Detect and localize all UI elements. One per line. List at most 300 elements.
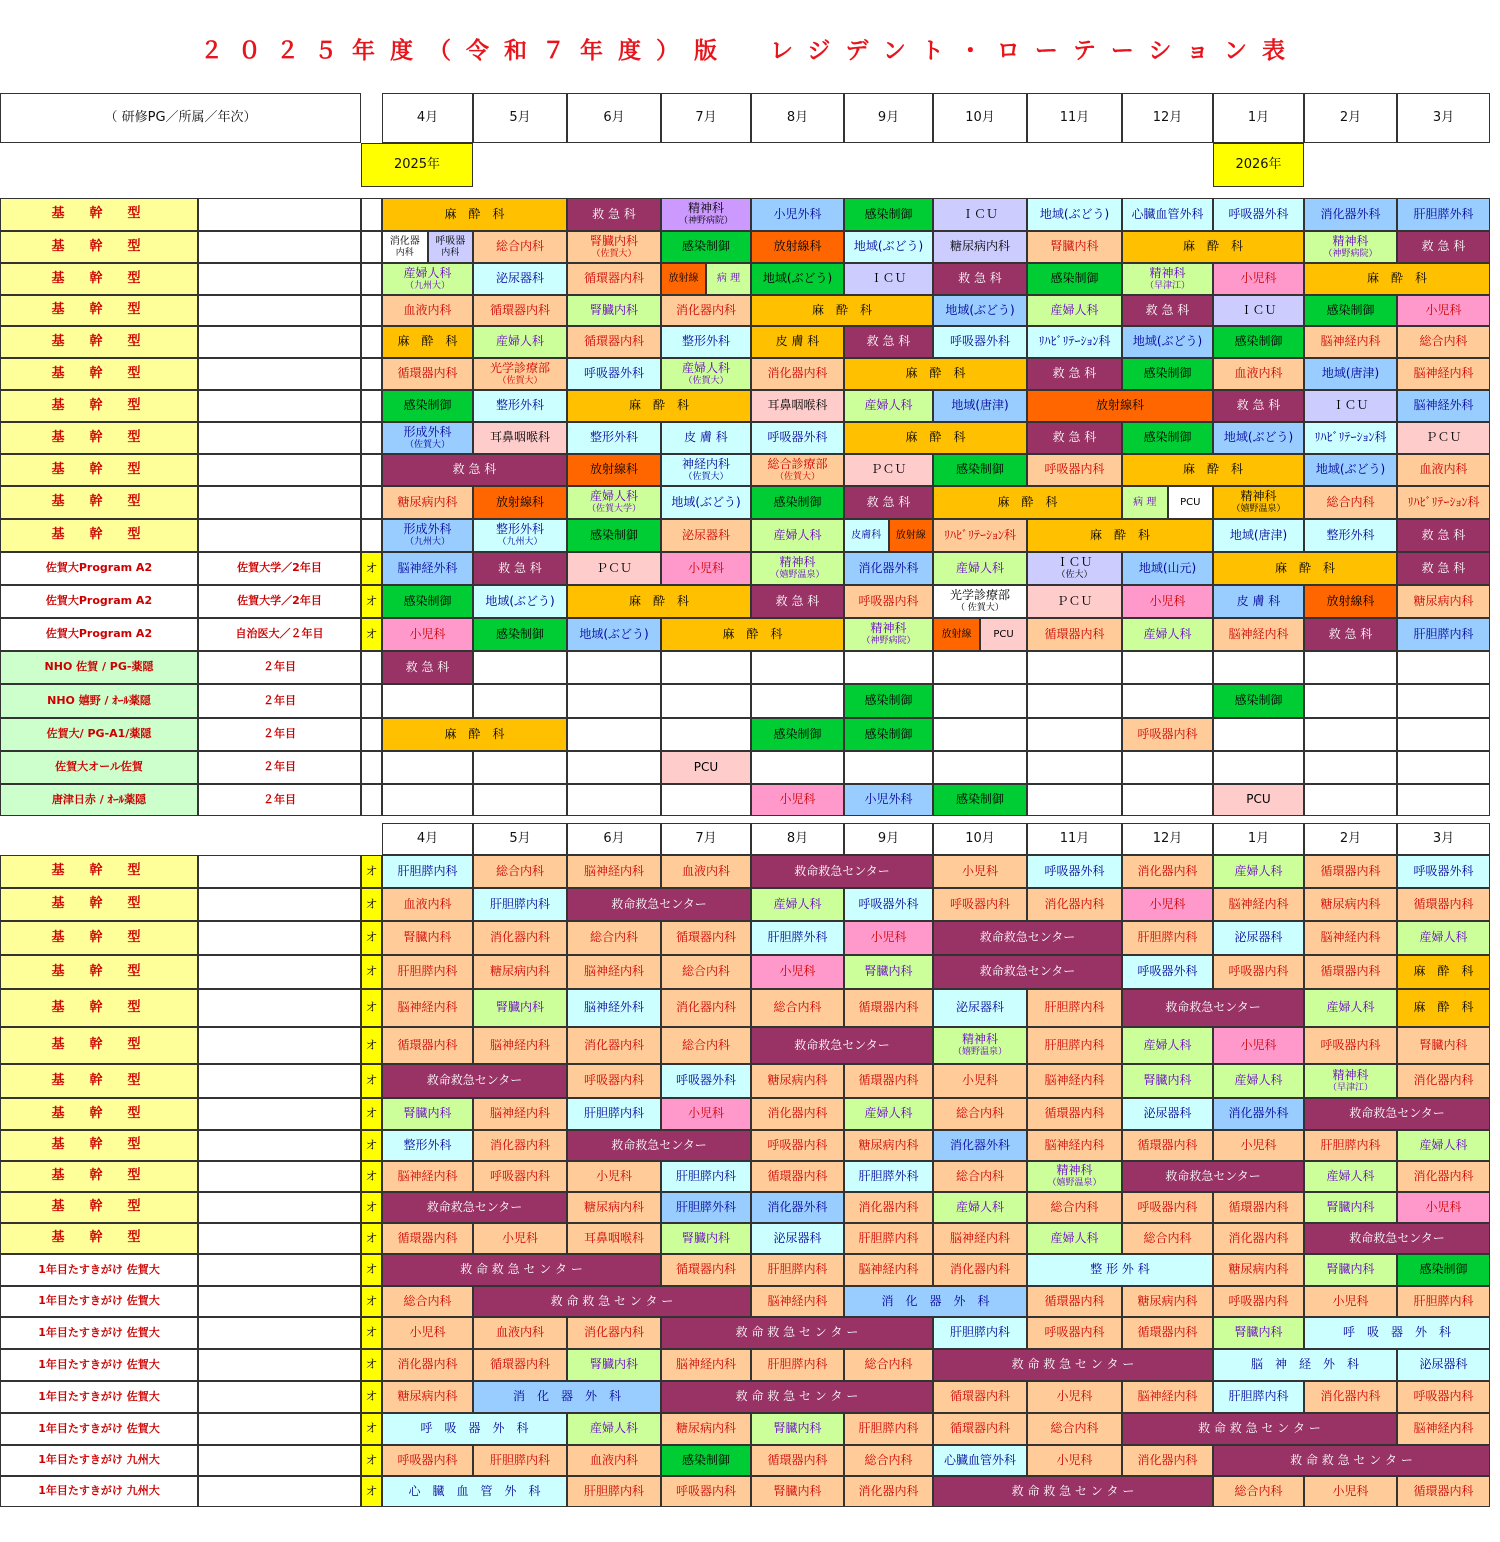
rows2-label-12-text: 1年目たすきがけ 佐賀大 xyxy=(38,1262,160,1276)
rows-18-assignment-0 xyxy=(751,784,844,816)
rows-12-assignment-0-text: 感染制御 xyxy=(403,593,452,608)
month-header2-8-text: 11月 xyxy=(1059,830,1090,846)
rows-7-assignment-0-subtext: （佐賀大） xyxy=(404,439,450,450)
rows-15-assignment-0-text: 感染制御 xyxy=(864,693,913,708)
rows2-13-assignment-7 xyxy=(1304,1286,1397,1317)
empty-cell xyxy=(567,651,661,684)
rows-2-assignment-8 xyxy=(1027,263,1122,295)
rows-11-assignment-1 xyxy=(473,552,567,585)
rows2-o-8 xyxy=(361,1130,382,1161)
rows-11-assignment-6-text: 産婦人科 xyxy=(955,560,1004,575)
rows2-16-assignment-7 xyxy=(1304,1381,1397,1413)
rows2-5-assignment-1 xyxy=(473,1027,567,1064)
month-header2-12-text: 3月 xyxy=(1432,830,1455,846)
rows-o-11 xyxy=(361,552,382,585)
empty-cell xyxy=(1122,784,1213,816)
rows-11-assignment-6 xyxy=(933,552,1027,585)
rows2-11-assignment-0-text: 循環器内科 xyxy=(397,1230,458,1245)
rows-9-assignment-11 xyxy=(1397,486,1490,519)
rows2-6-assignment-6 xyxy=(1027,1064,1122,1098)
empty-cell xyxy=(382,751,473,784)
rows-7-assignment-6-text: 救 急 科 xyxy=(1052,430,1097,445)
rows-3-assignment-9 xyxy=(1304,295,1397,326)
rows2-13-assignment-4 xyxy=(1027,1286,1122,1317)
rows-11-assignment-3-text: 小児科 xyxy=(687,560,724,575)
rows-13-assignment-2 xyxy=(567,618,661,651)
rows-8-assignment-9 xyxy=(1397,454,1490,486)
rows-0-assignment-2 xyxy=(661,198,751,231)
rows-8-assignment-0-text: 救 急 科 xyxy=(452,462,497,477)
rows2-6-assignment-2-text: 呼吸器外科 xyxy=(675,1073,736,1088)
rows2-4-assignment-0-text: 脳神経内科 xyxy=(397,1000,458,1015)
rows-2-assignment-0-text: 産婦人科 xyxy=(403,265,452,280)
rows-label-7-text: 基 幹 型 xyxy=(51,429,147,445)
rows2-2-assignment-3-text: 循環器内科 xyxy=(675,930,736,945)
rows2-12-assignment-0-text: 救 命 救 急 セ ン タ ー xyxy=(460,1262,583,1277)
rows2-16-assignment-8-text: 呼吸器内科 xyxy=(1413,1389,1474,1404)
rows-11-assignment-2 xyxy=(567,552,661,585)
rows2-org-7 xyxy=(198,1098,361,1130)
rows-6-assignment-1-text: 整形外科 xyxy=(495,398,544,413)
rows2-label-16-text: 1年目たすきがけ 佐賀大 xyxy=(38,1389,160,1403)
month-header-4-text: 7月 xyxy=(695,109,717,125)
rows-org-14 xyxy=(198,651,361,684)
month-header-7-text: 10月 xyxy=(965,109,995,125)
rows-11-assignment-0-text: 脳神経外科 xyxy=(397,560,458,575)
empty-cell xyxy=(473,651,567,684)
rows-12-assignment-3 xyxy=(751,585,844,618)
empty-cell xyxy=(751,684,844,718)
rows-2-assignment-10-text: 小児科 xyxy=(1240,271,1277,286)
empty-cell xyxy=(844,751,933,784)
rows2-0-assignment-7-text: 消化器内科 xyxy=(1137,863,1198,878)
rows-1-assignment-1 xyxy=(428,231,474,263)
rows2-3-assignment-8 xyxy=(1213,955,1304,989)
rows2-5-assignment-8-text: 小児科 xyxy=(1240,1037,1277,1052)
rows2-1-assignment-4 xyxy=(844,888,933,921)
empty-cell xyxy=(933,751,1027,784)
rows2-8-assignment-6-text: 脳神経内科 xyxy=(1044,1137,1105,1152)
rows-6-assignment-5-text: 地域(唐津) xyxy=(951,398,1009,413)
rows2-9-assignment-4 xyxy=(751,1161,844,1192)
rows2-4-assignment-2-text: 脳神経外科 xyxy=(583,1000,644,1015)
rows2-15-assignment-4 xyxy=(751,1349,844,1381)
rows2-8-assignment-1-text: 消化器内科 xyxy=(489,1137,550,1152)
month-header2-11-text: 2月 xyxy=(1339,830,1362,846)
rows2-label-5 xyxy=(0,1027,198,1064)
rows2-17-assignment-2 xyxy=(661,1413,751,1445)
rows2-7-assignment-0 xyxy=(382,1098,473,1130)
rows2-2-assignment-5-text: 小児科 xyxy=(870,930,907,945)
rows-label-16 xyxy=(0,718,198,751)
rows-10-assignment-0-text: 形成外科 xyxy=(403,522,452,537)
rows-10-assignment-7-text: ﾘﾊﾋﾞﾘﾃｰｼｮﾝ科 xyxy=(943,527,1016,542)
rows2-17-assignment-1-text: 産婦人科 xyxy=(589,1421,638,1436)
rows-label-9-text: 基 幹 型 xyxy=(51,494,147,510)
month-header-5 xyxy=(751,93,844,143)
rows2-14-assignment-4 xyxy=(933,1317,1027,1349)
rows2-8-assignment-3 xyxy=(751,1130,844,1161)
rows-10-assignment-9-text: 地域(唐津) xyxy=(1229,527,1288,542)
rows2-9-assignment-5-text: 肝胆膵外科 xyxy=(858,1168,919,1183)
rows-2-assignment-8-text: 感染制御 xyxy=(1050,271,1099,286)
rows2-4-assignment-4-text: 総合内科 xyxy=(773,1000,822,1015)
rows2-11-assignment-7-text: 産婦人科 xyxy=(1050,1230,1099,1245)
rows-16-assignment-1-text: 感染制御 xyxy=(773,726,822,741)
rows-4-assignment-9-text: 感染制御 xyxy=(1234,334,1283,349)
rows2-3-assignment-3 xyxy=(661,955,751,989)
rows-8-assignment-8-text: 地域(ぶどう) xyxy=(1315,462,1386,477)
rows-1-assignment-8-text: 腎臓内科 xyxy=(1050,239,1099,254)
rows-7-assignment-8 xyxy=(1213,422,1304,454)
rows2-label-2 xyxy=(0,921,198,955)
rows-9-assignment-7 xyxy=(1122,486,1168,519)
rows-13-assignment-4 xyxy=(844,618,933,651)
rows-6-assignment-4 xyxy=(844,390,933,422)
rows2-10-assignment-4-text: 消化器内科 xyxy=(858,1199,919,1214)
rows-org-15-text: ２年目 xyxy=(263,693,296,707)
rows2-8-assignment-2 xyxy=(567,1130,751,1161)
rows-13-assignment-3 xyxy=(661,618,844,651)
rows2-15-assignment-5-text: 総合内科 xyxy=(864,1357,913,1372)
rows-7-assignment-4 xyxy=(751,422,844,454)
rows2-1-assignment-3 xyxy=(751,888,844,921)
rows-12-assignment-3-text: 救 急 科 xyxy=(775,593,820,608)
rows-2-assignment-2 xyxy=(567,263,661,295)
rows-12-assignment-6-text: ＰＣＵ xyxy=(1056,593,1093,608)
rows2-2-assignment-10-text: 産婦人科 xyxy=(1419,930,1468,945)
rows-16-assignment-2-text: 感染制御 xyxy=(864,726,913,741)
rows2-7-assignment-8-text: 泌尿器科 xyxy=(1143,1106,1192,1121)
rows-10-assignment-2-text: 感染制御 xyxy=(589,527,638,542)
rows-1-assignment-5-text: 放射線科 xyxy=(773,239,822,254)
rows-1-assignment-0-text: 消化器 xyxy=(389,236,420,248)
rows2-5-assignment-7-text: 産婦人科 xyxy=(1143,1037,1192,1052)
rows2-8-assignment-10-text: 産婦人科 xyxy=(1419,1137,1468,1152)
rows2-18-assignment-8-text: 消化器内科 xyxy=(1137,1452,1198,1467)
rows2-6-assignment-7-text: 腎臓内科 xyxy=(1143,1073,1192,1088)
rows2-18-assignment-6-text: 心臓血管外科 xyxy=(943,1452,1016,1467)
rows-5-assignment-3-text: 産婦人科 xyxy=(681,360,730,375)
rows2-15-assignment-0 xyxy=(382,1349,473,1381)
rows-10-assignment-1-text: 整形外科 xyxy=(495,522,544,537)
empty-cell xyxy=(1027,784,1122,816)
month-header2-6-text: 9月 xyxy=(877,830,900,846)
rows2-8-assignment-6 xyxy=(1027,1130,1122,1161)
rows-4-assignment-5-text: 救 急 科 xyxy=(866,334,911,349)
rows-1-assignment-5 xyxy=(751,231,844,263)
rows2-11-assignment-3-text: 腎臓内科 xyxy=(681,1230,730,1245)
rows-6-assignment-8 xyxy=(1304,390,1397,422)
rows-o-4 xyxy=(361,326,382,358)
rows2-8-assignment-1 xyxy=(473,1130,567,1161)
rows-8-assignment-3-text: 総合診療部 xyxy=(767,456,828,471)
rows-12-assignment-5-subtext: （ 佐賀大） xyxy=(956,603,1004,614)
rows2-9-assignment-6 xyxy=(933,1161,1027,1192)
empty-cell xyxy=(1213,751,1304,784)
rows-15-assignment-0 xyxy=(844,684,933,718)
month-header2-5 xyxy=(751,823,844,855)
rows2-label-4-text: 基 幹 型 xyxy=(51,999,147,1015)
rows-2-assignment-5-text: 地域(ぶどう) xyxy=(762,271,833,286)
rows2-3-assignment-0-text: 肝胆膵内科 xyxy=(397,964,458,979)
rows2-label-6-text: 基 幹 型 xyxy=(51,1072,147,1088)
rows2-10-assignment-3 xyxy=(751,1192,844,1223)
month-header-8-text: 11月 xyxy=(1059,109,1090,125)
rows2-13-assignment-4-text: 循環器内科 xyxy=(1044,1293,1105,1308)
rows2-10-assignment-2-text: 肝胆膵外科 xyxy=(675,1199,736,1214)
rows2-19-assignment-5-text: 救 命 救 急 セ ン タ ー xyxy=(1011,1483,1135,1498)
rows2-12-assignment-4-text: 消化器内科 xyxy=(949,1262,1010,1277)
rows2-o-16 xyxy=(361,1381,382,1413)
rows-11-assignment-8 xyxy=(1122,552,1213,585)
rows2-o-16-text: オ xyxy=(365,1389,378,1404)
rows2-4-assignment-9-text: 産婦人科 xyxy=(1326,1000,1375,1015)
rows2-13-assignment-6 xyxy=(1213,1286,1304,1317)
rows-0-assignment-0-text: 麻 酔 科 xyxy=(444,206,505,221)
rows2-o-7-text: オ xyxy=(365,1106,378,1121)
rows-11-assignment-1-text: 救 急 科 xyxy=(498,560,542,575)
rows-1-assignment-4-text: 感染制御 xyxy=(681,239,730,254)
rows-3-assignment-8-text: ＩＣＵ xyxy=(1240,302,1277,317)
rows2-7-assignment-6 xyxy=(933,1098,1027,1130)
rows2-2-assignment-3 xyxy=(661,921,751,955)
rows2-8-assignment-8 xyxy=(1213,1130,1304,1161)
empty-cell xyxy=(1397,751,1490,784)
rows-0-assignment-10-text: 肝胆膵外科 xyxy=(1413,206,1474,221)
rows2-o-17 xyxy=(361,1413,382,1445)
rows-11-assignment-3 xyxy=(661,552,751,585)
rows-2-assignment-0 xyxy=(382,263,473,295)
rows2-o-6 xyxy=(361,1064,382,1098)
rows2-6-assignment-4 xyxy=(844,1064,933,1098)
rows2-11-assignment-7 xyxy=(1027,1223,1122,1254)
rows2-13-assignment-0-text: 総合内科 xyxy=(403,1293,452,1308)
empty-cell xyxy=(751,651,844,684)
rows-label-13 xyxy=(0,618,198,651)
rows2-label-8-text: 基 幹 型 xyxy=(51,1137,147,1153)
rows-12-assignment-1 xyxy=(473,585,567,618)
rows2-16-assignment-1 xyxy=(473,1381,661,1413)
rows2-10-assignment-0 xyxy=(382,1192,567,1223)
month-header2-9-text: 12月 xyxy=(1152,830,1183,846)
rows-13-assignment-4-text: 精神科 xyxy=(870,621,907,636)
rows2-9-assignment-7 xyxy=(1027,1161,1122,1192)
rows2-10-assignment-8 xyxy=(1213,1192,1304,1223)
rows-6-assignment-5 xyxy=(933,390,1027,422)
empty-cell xyxy=(661,651,751,684)
rows2-16-assignment-3 xyxy=(933,1381,1027,1413)
rows-13-assignment-8 xyxy=(1122,618,1213,651)
rows-9-assignment-9-text: 精神科 xyxy=(1240,489,1277,504)
rows2-o-11-text: オ xyxy=(365,1230,378,1245)
rows-2-assignment-6-text: ＩＣＵ xyxy=(870,271,907,286)
rows2-2-assignment-8-text: 泌尿器科 xyxy=(1234,930,1283,945)
rows-12-assignment-5-text: 光学診療部 xyxy=(949,588,1010,603)
rows-4-assignment-8-text: 地域(ぶどう) xyxy=(1132,334,1203,349)
rows2-11-assignment-3 xyxy=(661,1223,751,1254)
rows2-o-3 xyxy=(361,955,382,989)
rows-3-assignment-4-text: 麻 酔 科 xyxy=(811,302,872,317)
rows-o-18 xyxy=(361,784,382,816)
rows-8-assignment-3-subtext: （佐賀大） xyxy=(774,471,820,482)
rows-1-assignment-0-subtext: 内科 xyxy=(395,247,414,258)
rows2-9-assignment-7-text: 精神科 xyxy=(1056,1163,1093,1178)
rows2-9-assignment-8-text: 救命救急センター xyxy=(1165,1168,1261,1183)
rows2-17-assignment-3 xyxy=(751,1413,844,1445)
rows-13-assignment-1-text: 感染制御 xyxy=(495,626,544,641)
rows2-14-assignment-0 xyxy=(382,1317,473,1349)
empty-cell xyxy=(933,651,1027,684)
rows-label-16-text: 佐賀大/ PG-A1/薬隠 xyxy=(46,727,152,741)
year-end-badge-text: 2026年 xyxy=(1235,156,1282,172)
rows-0-assignment-5-text: ＩＣＵ xyxy=(961,206,998,221)
rows2-4-assignment-1-text: 腎臓内科 xyxy=(495,1000,544,1015)
rows-o-7 xyxy=(361,422,382,454)
rows-0-assignment-8-text: 呼吸器外科 xyxy=(1228,206,1289,221)
rows2-label-14-text: 1年目たすきがけ 佐賀大 xyxy=(38,1325,160,1339)
rows2-1-assignment-1-text: 肝胆膵内科 xyxy=(489,896,550,911)
rows2-14-assignment-2 xyxy=(567,1317,661,1349)
rows-org-2 xyxy=(198,263,361,295)
rows2-1-assignment-0-text: 血液内科 xyxy=(403,896,452,911)
rows-9-assignment-11-text: ﾘﾊﾋﾞﾘﾃｰｼｮﾝ科 xyxy=(1407,494,1480,509)
rows2-19-assignment-0-text: 心 臓 血 管 外 科 xyxy=(408,1483,541,1498)
rows2-14-assignment-6-text: 循環器内科 xyxy=(1137,1325,1198,1340)
rows-11-assignment-9-text: 麻 酔 科 xyxy=(1274,560,1335,575)
rows-8-assignment-0 xyxy=(382,454,567,486)
rows2-12-assignment-1 xyxy=(661,1254,751,1286)
rows-label-6-text: 基 幹 型 xyxy=(51,397,147,413)
rows2-0-assignment-1-text: 総合内科 xyxy=(495,863,544,878)
rows2-8-assignment-9-text: 肝胆膵内科 xyxy=(1320,1137,1381,1152)
rows2-2-assignment-6 xyxy=(933,921,1122,955)
rows2-18-assignment-0 xyxy=(382,1445,473,1476)
rows-12-assignment-7 xyxy=(1122,585,1213,618)
rows-3-assignment-2 xyxy=(567,295,661,326)
rows-8-assignment-3 xyxy=(751,454,844,486)
rows-7-assignment-7-text: 感染制御 xyxy=(1143,430,1192,445)
rows2-o-14-text: オ xyxy=(365,1325,378,1340)
rows-12-assignment-5 xyxy=(933,585,1027,618)
rows-7-assignment-2-text: 整形外科 xyxy=(589,430,638,445)
rows2-o-18 xyxy=(361,1445,382,1476)
rows2-7-assignment-7-text: 循環器内科 xyxy=(1044,1106,1105,1121)
rows2-12-assignment-5-text: 整 形 外 科 xyxy=(1090,1262,1150,1277)
rows2-14-assignment-1 xyxy=(473,1317,567,1349)
rows-1-assignment-9 xyxy=(1122,231,1304,263)
rows2-11-assignment-6-text: 脳神経内科 xyxy=(949,1230,1010,1245)
rows2-3-assignment-4-text: 小児科 xyxy=(779,964,816,979)
rows-9-assignment-1-text: 放射線科 xyxy=(495,494,544,509)
rows2-10-assignment-8-text: 循環器内科 xyxy=(1228,1199,1289,1214)
rows-11-assignment-10-text: 救 急 科 xyxy=(1421,560,1466,575)
rows-10-assignment-10 xyxy=(1304,519,1397,552)
rows2-12-assignment-6-text: 糖尿病内科 xyxy=(1228,1262,1289,1277)
month-header-10 xyxy=(1213,93,1304,143)
rows-org-7 xyxy=(198,422,361,454)
header-caption xyxy=(0,93,361,143)
rows2-10-assignment-10-text: 小児科 xyxy=(1425,1199,1462,1214)
rows-5-assignment-5-text: 麻 酔 科 xyxy=(905,366,966,381)
rows-14-assignment-0-text: 救 急 科 xyxy=(405,659,450,674)
rows2-4-assignment-3 xyxy=(661,989,751,1027)
rows2-9-assignment-2-text: 小児科 xyxy=(595,1168,632,1183)
rows2-o-17-text: オ xyxy=(365,1421,378,1436)
rows2-15-assignment-0-text: 消化器内科 xyxy=(397,1357,458,1372)
rows-org-10 xyxy=(198,519,361,552)
rows-8-assignment-1 xyxy=(567,454,661,486)
rows-9-assignment-6-text: 麻 酔 科 xyxy=(997,494,1058,509)
rows2-19-assignment-4-text: 消化器内科 xyxy=(858,1483,919,1498)
rows-label-5-text: 基 幹 型 xyxy=(51,365,147,381)
rows2-17-assignment-7-text: 救 命 救 急 セ ン タ ー xyxy=(1198,1421,1321,1436)
rows2-label-18 xyxy=(0,1445,198,1476)
rows-3-assignment-5-text: 地域(ぶどう) xyxy=(945,302,1015,317)
month-header-2 xyxy=(473,93,567,143)
month-header2-6 xyxy=(844,823,933,855)
rows-5-assignment-1 xyxy=(473,358,567,390)
rows-18-assignment-1-text: 小児外科 xyxy=(864,792,913,807)
rows-7-assignment-1 xyxy=(473,422,567,454)
rows-1-assignment-3-subtext: （佐賀大） xyxy=(591,248,637,259)
rows-label-18 xyxy=(0,784,198,816)
rows2-10-assignment-3-text: 消化器外科 xyxy=(767,1199,828,1214)
rows-7-assignment-4-text: 呼吸器外科 xyxy=(767,430,828,445)
rows-label-18-text: 唐津日赤 / ｵｰﾙ薬隠 xyxy=(51,792,147,806)
rows2-o-5 xyxy=(361,1027,382,1064)
rows2-11-assignment-9-text: 消化器内科 xyxy=(1228,1230,1289,1245)
rows2-9-assignment-0 xyxy=(382,1161,473,1192)
rows-13-assignment-0 xyxy=(382,618,473,651)
rows2-10-assignment-10 xyxy=(1397,1192,1490,1223)
rows-org-3 xyxy=(198,295,361,326)
rows-6-assignment-6 xyxy=(1027,390,1213,422)
rows2-10-assignment-7 xyxy=(1122,1192,1213,1223)
rows2-8-assignment-2-text: 救命救急センター xyxy=(611,1137,707,1152)
rows2-o-15 xyxy=(361,1349,382,1381)
rows2-9-assignment-4-text: 循環器内科 xyxy=(767,1168,828,1183)
rows2-14-assignment-3 xyxy=(661,1317,933,1349)
rows2-0-assignment-1 xyxy=(473,855,567,888)
rows-4-assignment-10-text: 脳神経内科 xyxy=(1320,334,1381,349)
rows2-12-assignment-3-text: 脳神経内科 xyxy=(858,1262,919,1277)
rows2-1-assignment-0 xyxy=(382,888,473,921)
rows2-7-assignment-9-text: 消化器外科 xyxy=(1228,1106,1289,1121)
rows-3-assignment-1-text: 循環器内科 xyxy=(489,302,550,317)
rows2-14-assignment-2-text: 消化器内科 xyxy=(583,1325,644,1340)
rows2-18-assignment-1-text: 肝胆膵内科 xyxy=(489,1452,550,1467)
rows-6-assignment-3 xyxy=(751,390,844,422)
rows-3-assignment-6-text: 産婦人科 xyxy=(1050,302,1099,317)
rows2-11-assignment-9 xyxy=(1213,1223,1304,1254)
rows2-14-assignment-7-text: 腎臓内科 xyxy=(1234,1325,1283,1340)
month-header-8 xyxy=(1027,93,1122,143)
rows2-18-assignment-4 xyxy=(751,1445,844,1476)
rows-5-assignment-0 xyxy=(382,358,473,390)
rows2-13-assignment-3 xyxy=(844,1286,1027,1317)
rows2-label-13 xyxy=(0,1286,198,1317)
rows2-o-15-text: オ xyxy=(365,1357,378,1372)
rows2-0-assignment-0 xyxy=(382,855,473,888)
rows-2-assignment-4 xyxy=(706,263,751,295)
rows-9-assignment-9 xyxy=(1213,486,1304,519)
rows-0-assignment-3 xyxy=(751,198,844,231)
rows-4-assignment-3-text: 整形外科 xyxy=(681,334,730,349)
rows2-17-assignment-0-text: 呼 吸 器 外 科 xyxy=(420,1421,529,1436)
rows2-10-assignment-6-text: 総合内科 xyxy=(1050,1199,1099,1214)
rows-5-assignment-3-subtext: （佐賀大） xyxy=(683,375,729,386)
